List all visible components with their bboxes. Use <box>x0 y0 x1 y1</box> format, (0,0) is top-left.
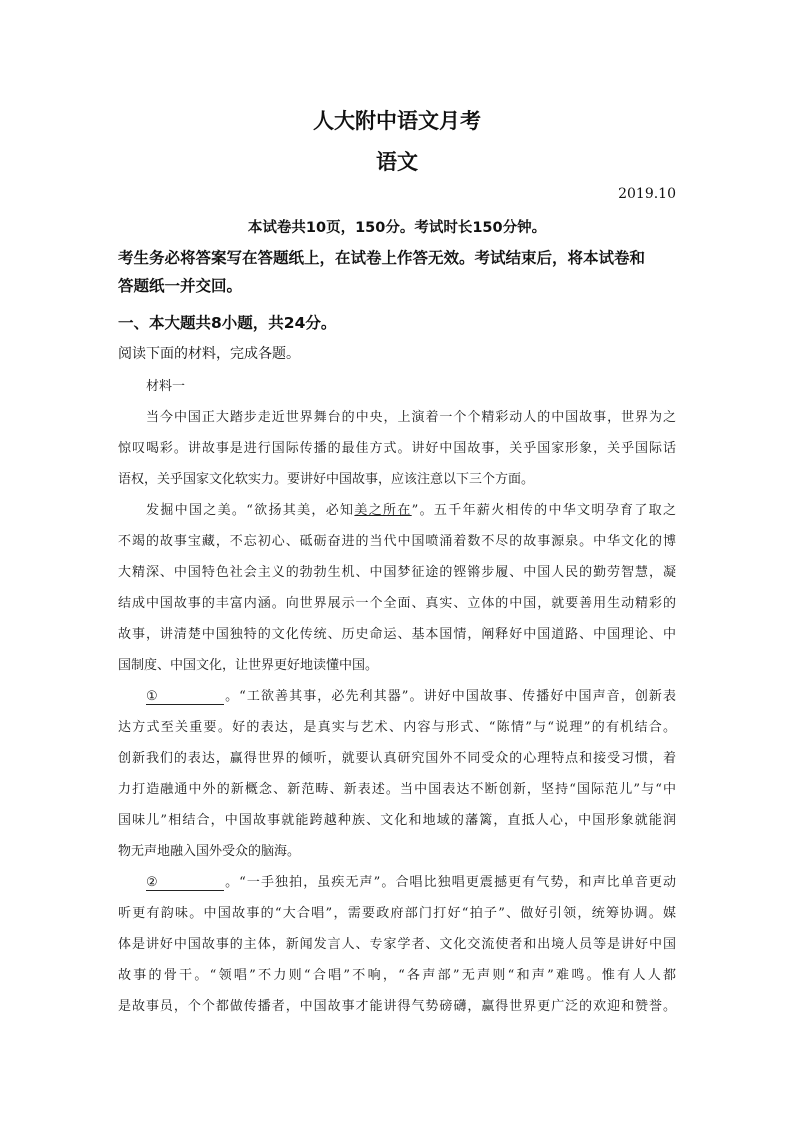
exam-date: 2019.10 <box>618 186 676 202</box>
paragraph-line: 故事的骨干。“领唱”不力则“合唱”不响，“各声部”无声则“和声”难鸣。惟有人人都 <box>118 968 676 983</box>
paragraph-line: 听更有韵味。中国故事的“大合唱”，需要政府部门打好“拍子”、做好引领，统筹协调。媒 <box>118 906 676 921</box>
material-label: 材料一 <box>146 379 186 394</box>
fill-blank-2: ② <box>146 875 224 891</box>
paragraph-line: 惊叹喝彩。讲故事是进行国际传播的最佳方式。讲好中国故事，关乎国家形象，关乎国际话 <box>118 441 676 456</box>
paragraph-first-line <box>146 499 676 518</box>
paragraph-line: 故事，讲清楚中国独特的文化传统、历史命运、基本国情，阐释好中国道路、中国理论、中 <box>118 627 676 642</box>
paragraph-line: 国味儿”相结合，中国故事就能跨越种族、文化和地域的藩篱，直抵人心，中国形象就能润 <box>118 813 676 828</box>
paragraph-line: 大精深、中国特色社会主义的勃勃生机、中国梦征途的铿锵步履、中国人民的勤劳智慧，凝 <box>118 565 676 580</box>
paragraph-text: 。“一手独拍，虽疾无声”。合唱比独唱更震撼更有气势，和声比单音更动 <box>224 875 676 890</box>
paragraph-line: 达方式至关重要。好的表达，是真实与艺术、内容与形式、“陈情”与“说理”的有机结合。 <box>118 720 676 735</box>
paragraph-line: 当今中国正大踏步走近世界舞台的中央，上演着一个个精彩动人的中国故事，世界为之 <box>146 410 676 425</box>
paragraph-line: 不竭的故事宝藏，不忘初心、砥砺奋进的当代中国喷涌着数不尽的故事源泉。中华文化的博 <box>118 534 676 549</box>
paragraph-text: 。“工欲善其事，必先利其器”。讲好中国故事、传播好中国声音，创新表 <box>224 689 676 704</box>
notice-line-2: 答题纸一并交回。 <box>118 277 243 295</box>
paragraph-text: 发掘中国之美。“欲扬其美，必知 <box>146 503 355 518</box>
notice-line-1: 考生务必将答案写在答题纸上，在试卷上作答无效。考试结束后，将本试卷和 <box>118 249 646 267</box>
paragraph-line: 结成中国故事的丰富内涵。向世界展示一个全面、真实、立体的中国，就要善用生动精彩的 <box>118 596 676 611</box>
fill-blank-1: ① <box>146 689 224 705</box>
paragraph-text: ”。五千年薪火相传的中华文明孕育了取之 <box>411 503 676 518</box>
paragraph-line: 创新我们的表达，赢得世界的倾听，就要认真研究国外不同受众的心理特点和接受习惯，着 <box>118 751 676 766</box>
paragraph-line: 物无声地融入国外受众的脑海。 <box>118 844 301 859</box>
paragraph-line: 体是讲好中国故事的主体，新闻发言人、专家学者、文化交流使者和出境人员等是讲好中国 <box>118 937 676 952</box>
paragraph-first-line <box>146 685 676 705</box>
paragraph-line: 国制度、中国文化，让世界更好地读懂中国。 <box>118 658 379 673</box>
paragraph-line: 语权，关乎国家文化软实力。要讲好中国故事，应该注意以下三个方面。 <box>118 472 535 487</box>
exam-title: 人大附中语文月考 <box>313 108 481 133</box>
exam-info: 本试卷共10页，150分。考试时长150分钟。 <box>247 220 547 236</box>
section-heading: 一、本大题共8小题，共24分。 <box>118 314 337 332</box>
paragraph-line: 是故事员，个个都做传播者，中国故事才能讲得气势磅礴，赢得世界更广泛的欢迎和赞誉。 <box>118 999 676 1014</box>
underlined-phrase: 美之所在 <box>354 503 412 518</box>
section-instruction: 阅读下面的材料，完成各题。 <box>118 346 300 362</box>
paragraph-first-line <box>146 871 676 891</box>
paragraph-line: 力打造融通中外的新概念、新范畴、新表述。当中国表达不断创新，坚持“国际范儿”与“中 <box>118 782 676 797</box>
subject-title: 语文 <box>376 149 418 174</box>
